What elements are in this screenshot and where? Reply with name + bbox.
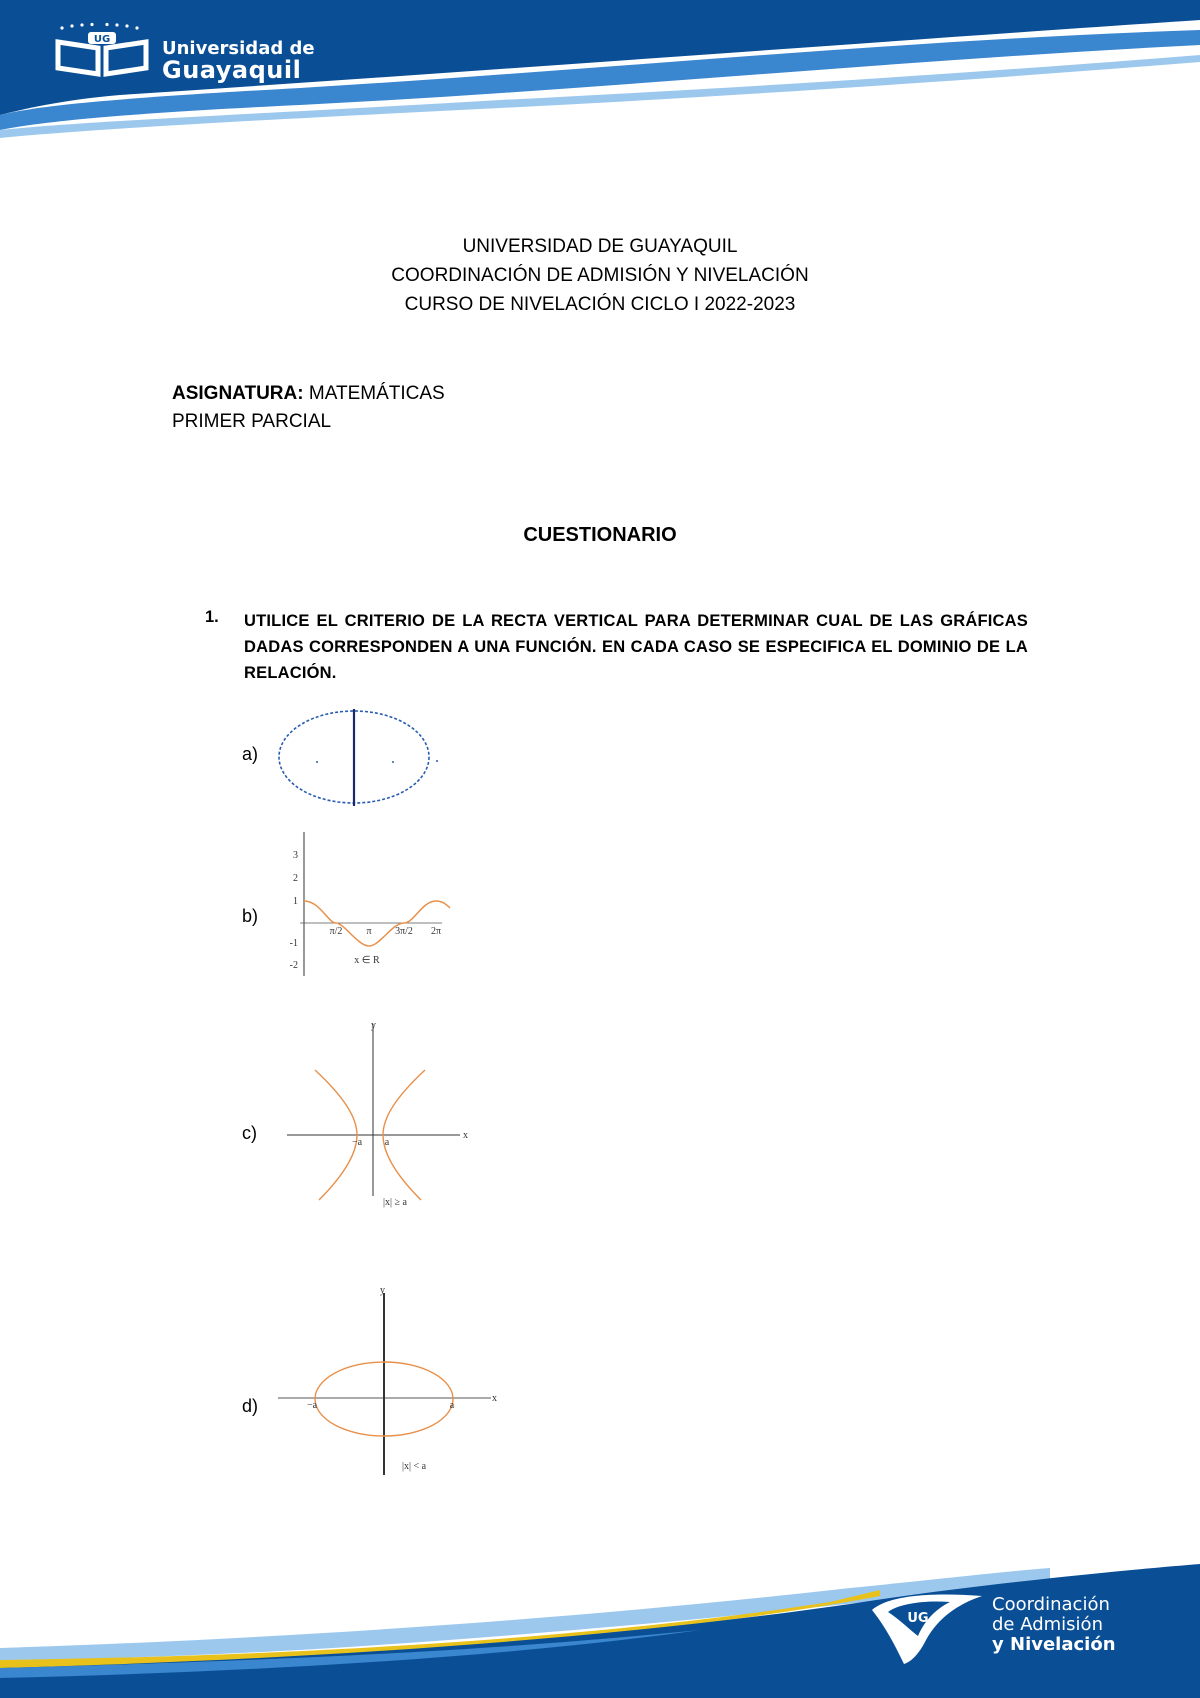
graph-d-x-axis: x [492,1393,497,1404]
x-tick-2pi: 2π [430,926,442,937]
graph-b-cosine [282,828,472,978]
graph-d-ellipse [276,1283,506,1483]
subject-block [172,380,445,436]
svg-text:UG: UG [907,1611,929,1626]
graph-d-y-axis: y [380,1285,385,1296]
university-logo [52,22,332,82]
graph-c-hyperbola [285,1018,475,1218]
graph-d-pos-a: a [449,1400,455,1411]
logo-text-line2: Guayaquil [162,56,302,84]
y-tick-neg2: -2 [289,960,298,971]
footer-line1: Coordinación [992,1594,1110,1615]
graph-d-neg-a: −a [306,1400,318,1411]
footer-logo [868,1590,1168,1670]
x-tick-3pi2: 3π/2 [395,926,413,937]
y-tick-2: 2 [293,873,298,884]
x-tick-pi: π [366,926,372,937]
graph-c-domain: |x| ≥ a [383,1197,407,1208]
graph-c-neg-a: −a [351,1137,363,1148]
y-tick-neg1: -1 [289,938,298,949]
graph-c-label: c) [242,1123,257,1143]
graph-a-ellipse [272,705,448,810]
subject-label: ASIGNATURA: [172,383,304,404]
exam-name: PRIMER PARCIAL [172,411,332,432]
footer-line2: de Admisión [992,1614,1103,1635]
graph-d-label: d) [242,1396,259,1416]
institution-title: UNIVERSIDAD DE GUAYAQUIL [462,236,738,257]
footer-line3: y Nivelación [992,1634,1116,1655]
title-block [0,232,1200,319]
x-tick-pi2: π/2 [329,926,343,937]
question-text: UTILICE EL CRITERIO DE LA RECTA VERTICAL PARA DETERMINAR CUAL DE LAS GRÁFICAS DADAS CORRESPONDEN A UNA FUNCIÓN. EN CADA CASO SE ESPECIFICA EL DOMINIO DE LA RELACIÓN. [244,612,1028,682]
ug-shield-icon [868,1590,988,1670]
section-title: CUESTIONARIO [523,524,677,546]
graph-b-label: b) [242,906,259,926]
subject-value: MATEMÁTICAS [308,383,445,404]
graph-c-x-axis: x [463,1130,468,1141]
svg-text:UG: UG [93,34,111,45]
logo-text-line1: Universidad de [162,38,315,59]
coordination-title: COORDINACIÓN DE ADMISIÓN Y NIVELACIÓN [391,265,809,286]
y-tick-1: 1 [293,896,298,907]
graph-c-y-axis: y [371,1020,376,1031]
graph-a-label: a) [242,744,259,764]
question-number: 1. [205,608,219,626]
book-icon [52,22,152,82]
graph-d-domain: |x| < a [401,1461,427,1472]
graph-b-domain: x ∈ R [354,955,380,966]
course-title: CURSO DE NIVELACIÓN CICLO I 2022-2023 [404,294,796,315]
y-tick-3: 3 [293,850,298,861]
graph-c-pos-a: a [384,1137,390,1148]
